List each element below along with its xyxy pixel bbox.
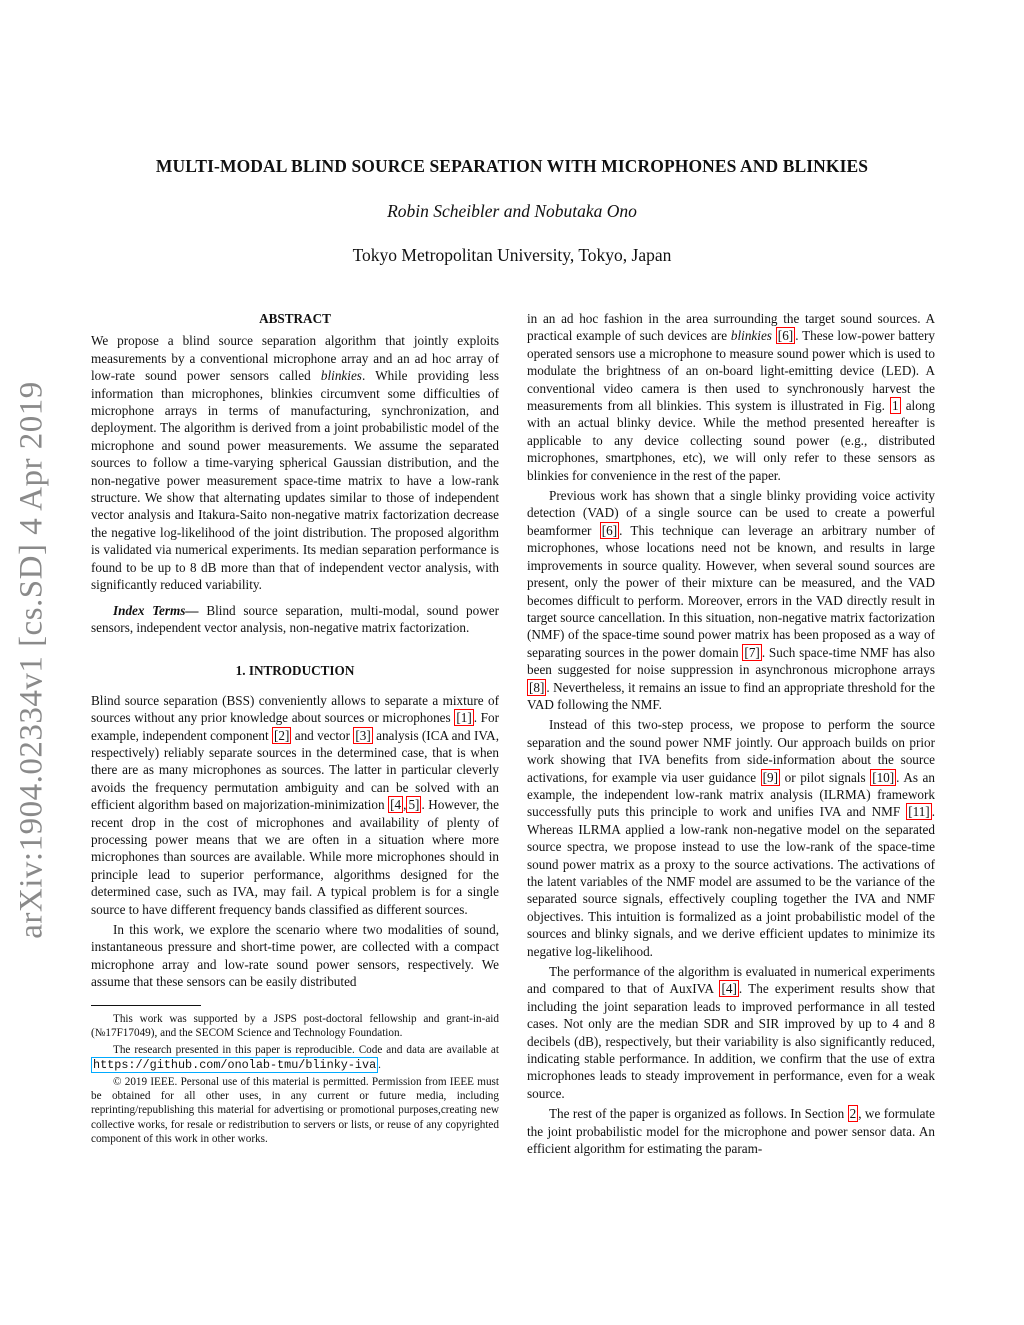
section-link[interactable]: 2 [849,1106,857,1122]
intro-heading: 1. INTRODUCTION [235,663,355,679]
citation-link[interactable]: [7] [744,644,760,660]
abstract-text: We propose a blind source separation algorithm that jointly exploits measurements by a conventional microphone array and an ad hoc array of low-rate sound power sensors called blinkies. While providing less information than microphones, blinkies circumvent some difficulties of microphone arrays in terms of manufacturing, synchronization, and deployment. The algorithm is derived from a joint probabilistic model of the microphone and sound power measurements. We assume the separated sources to follow a time-varying spherical Gaussian distribution, and the non-negative power measurement space-time matrix to have a low-rank structure. We show that alternating updates similar to those of independent vector analysis and Itakura-Saito non-negative matrix factorization decrease the negative log-likelihood of the joint distribution. The proposed algorithm is validated via numerical experiments. Its median separation performance is found to be up to 8 dB more than that of independent vector analysis, with significantly reduced variability. [91,333,499,593]
footnotes [91,1012,499,1147]
right-paragraph-4: The performance of the algorithm is evaluated in numerical experiments and compared to that of AuxIVA [4] . The experiment results show that including the joint separation leads to improved performance in all tested cases. Not only are the median SDR and SIR improved by up to 4 and 8 decibels (dB), respectively, but their variability is also significantly reduced, indicating stable performance. In addition, we confirm that the use of extra microphones leads to steady improvement in performance, even for a weak source. [527,964,935,1101]
citation-link[interactable]: [10] [872,769,895,785]
citation-link[interactable]: [1] [456,710,472,726]
citation-link[interactable]: [3] [355,727,371,743]
citation-link[interactable]: 5] [408,797,420,813]
footnote-copyright: © 2019 IEEE. Personal use of this material is permitted. Permission from IEEE must be obtained for all other uses, in any current or future media, including reprinting/republishing this material for advertising or promotional purposes,creating new collective works, for resale or redistribution to servers or lists, or reuse of any copyrighted component of this work in other works. [91,1075,499,1145]
footnote-rule [91,1005,201,1006]
intro-paragraph-1: Blind source separation (BSS) conveniently allows to separate a mixture of sources without any prior knowledge about sources or microphones [1] . For example, independent component [2] and vector [3] analysis (ICA and IVA, respectively) reliably separate sources in the determined case, that is when there are as many microphones as sources. The latter in particular cleverly avoids the frequency permutation ambiguity and can be solved with an efficient algorithm based on majorization-minimization [4 , 5] . However, the recent drop in the cost of microphones and availability of plenty of processing power means that we are often in a situation where more microphones than sources are available. While more microphones should in principle lead to superior performance, algorithms designed for the determined case, such as IVA, may fail. A typical problem is for a single source to have different frequency bands classified as different sources. [91,692,500,917]
right-paragraph-2: Previous work has shown that a single blinky providing voice activity detection (VAD) of a single source can be used to create a powerful beamformer [6] . This technique can leverage an arbitrary number of microphones, whose locations need not be known, and results in large improvements in source quality. However, when several sound sources are present, only the power of their mixture can be measured, and the VAD becomes difficult to perform. Moreover, errors in the VAD directly result in target source cancellation. In this situation, non-negative matrix factorization (NMF) of the space-time sound power matrix has been proposed as a way of separating sources in the power domain [7] . Such space-time NMF has also been suggested for noise suppression in asynchronous microphone arrays [8] . Nevertheless, it remains an issue to find an appropriate threshold for the VAD following the NMF. [527,488,935,712]
right-paragraph-3: Instead of this two-step process, we propose to perform the source separation and the sound power NMF jointly. Our approach builds on prior work showing that IVA benefits from side-information about the source activations, for example via user guidance [9] or pilot signals [10] . As an example, the independent low-rank matrix analysis (ILRMA) framework successfully puts this principle to work and unifies IVA and NMF [11] . Whereas ILRMA applied a low-rank non-negative model on the separated source spectra, we propose instead to use the low-rank of the space-time sound power matrix as a proxy to the source activations. The activations of the latent variables of the NMF model are assumed to be the variance of the separated source signals, effectively coupling together the IVA and NMF objectives. This intuition is formalized as a joint probabilistic model of the sources and blinky signals, and we derive efficient updates to minimize its negative log-likelihood. [527,717,936,959]
footnote-reproducible: The research presented in this paper is reproducible. Code and data are available at https://github.com/onolab-tmu/blinky-iva . [93,1044,499,1072]
right-paragraph-5: The rest of the paper is organized as follows. In Section 2 , we formulate the joint probabilistic model for the microphone and power sensor data. An efficient algorithm for estimating the param- [527,1106,936,1157]
left-column [91,310,499,1146]
arxiv-sidebar [14,360,50,960]
index-terms: Index Terms— Blind source separation, multi-modal, sound power sensors, independent vector analysis, non-negative matrix factorization. [91,602,499,635]
arxiv-identifier: arXiv:1904.02334v1 [cs.SD] 4 Apr 2019 [13,381,50,939]
citation-link[interactable]: [4] [721,981,737,997]
figure-link[interactable]: 1 [891,398,899,414]
paper-authors: Robin Scheibler and Nobutaka Ono [387,201,637,221]
citation-link[interactable]: [8] [529,679,545,695]
citation-link[interactable]: [4 [390,797,402,813]
right-paragraph-1: in an ad hoc fashion in the area surrounding the target sound sources. A practical example of such devices are blinkies [6] . These low-power battery operated sensors use a microphone to measure sound power which is used to modulate the brightness of an on-board light-emitting device (LED). A conventional video camera is then used to synchronously harvest the measurements from all blinkies. This system is illustrated in Fig. 1 along with an actual blinky device. While the method presented hereafter is applicable to any device collecting sound power (e.g., distributed microphones, smartphones, etc), we will only refer to these sensors as blinkies for convenience in the rest of the paper. [527,311,936,483]
citation-link[interactable]: [6] [777,328,794,344]
code-url-link[interactable]: https://github.com/onolab-tmu/blinky-iva [93,1057,377,1072]
citation-link[interactable]: [2] [274,727,290,743]
citation-link[interactable]: [9] [762,769,779,785]
footnote-funding: This work was supported by a JSPS post-doctoral fellowship and grant-in-aid (№17F17049), and the SECOM Science and Technology Foundation. [91,1012,499,1039]
abstract-heading: ABSTRACT [259,311,331,326]
paper-title: MULTI-MODAL BLIND SOURCE SEPARATION WITH MICROPHONES AND BLINKIES [155,156,869,176]
paper-affiliation: Tokyo Metropolitan University, Tokyo, Japan [352,245,672,265]
citation-link[interactable]: [6] [601,522,618,538]
index-terms-label: Index Terms— [113,602,199,618]
intro-paragraph-2: In this work, we explore the scenario where two modalities of sound, instantaneous pressure and short-time power, are collected with a compact microphone array and low-rate sound power sensors, respectively. We assume that these sensors can be easily distributed [91,922,499,990]
citation-link[interactable]: [11] [908,804,930,820]
right-column [527,310,935,1158]
